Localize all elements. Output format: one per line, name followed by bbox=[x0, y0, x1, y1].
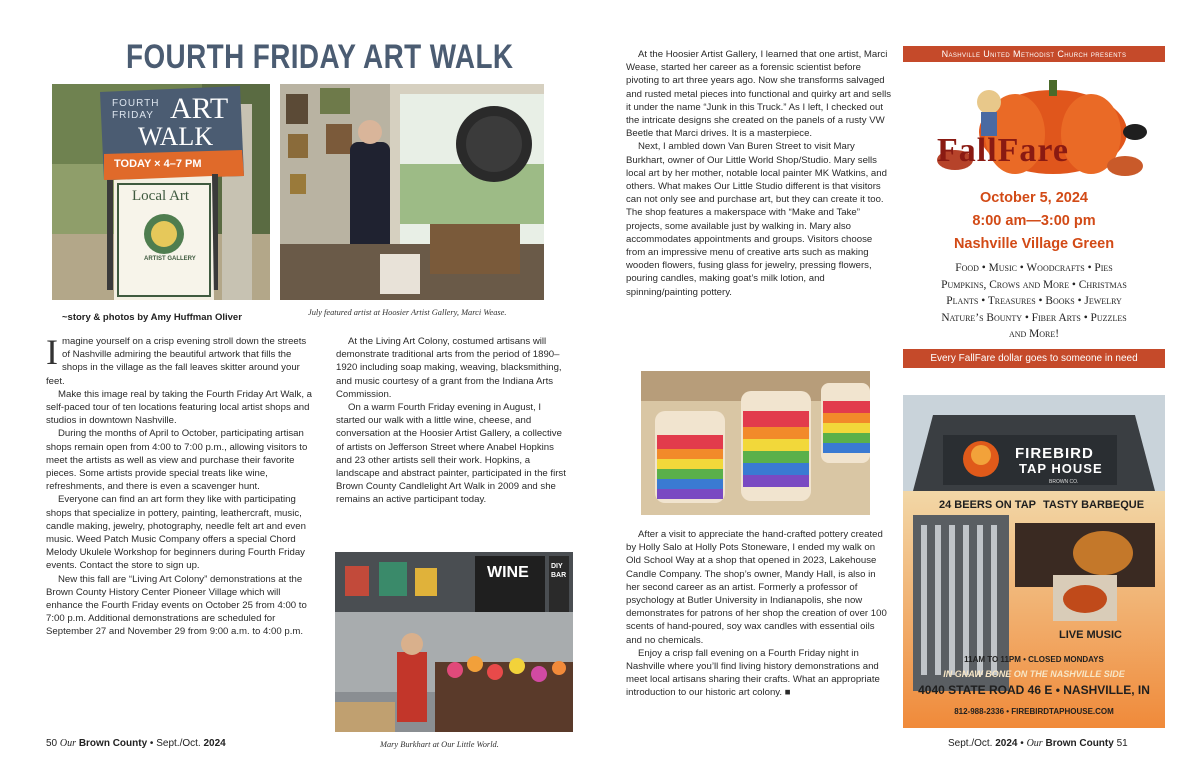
paragraph bbox=[46, 332, 316, 388]
firebird-ad[interactable] bbox=[903, 395, 1165, 728]
fallfare-logo-area bbox=[903, 62, 1165, 180]
fallfare-logo-text: FallFare bbox=[937, 132, 1069, 169]
column-3-top bbox=[626, 48, 892, 299]
page-number: 50 bbox=[46, 738, 58, 749]
fallfare-ad[interactable] bbox=[903, 46, 1165, 376]
year: 2024 bbox=[203, 738, 226, 749]
fallfare-time: 8:00 am—3:00 pm bbox=[972, 213, 1096, 229]
paragraph: On a warm Fourth Friday evening in August, I started our walk with a little wine, cheese, and conversation at the Hoosier Artist Gallery, a collective of artists on Jefferson Street where Anabel Hopkins and 23 other artists sell their work. Hopkins, a landscape and abstract painter, participated in the first Brown County Candlelight Art Walk in 2009 and she remains an active participant today. bbox=[336, 402, 566, 506]
shop-photo-illustration bbox=[335, 552, 573, 732]
our-wordmark: Our bbox=[59, 738, 77, 749]
sign-local-art: Local Art bbox=[132, 188, 190, 204]
paragraph: After a visit to appreciate the hand-crafted pottery created by Holly Salo at Holly Pots Stoneware, I ended my walk on Old School Way at a shop that opened in 2023, Lakehouse Candle Company. The shop’s owner, Mandy Hall, is also in her second career as an artist. Formerly a professor of psychology at Butler University in Indianapolis, she now demonstrates for patrons of her shop the creation of over 100 scents of hand-poured, soy wax candles with essential oils and no chemicals. bbox=[626, 529, 887, 646]
paragraph: Enjoy a crisp fall evening on a Fourth Friday night in Nashville where you’ll find living history demonstrations and meet local artisans sharing their crafts. What an appropriate introduction to our historic art colony. ■ bbox=[626, 647, 880, 699]
sign-art: ART bbox=[170, 92, 229, 125]
shop-caption: Mary Burkhart at Our Little World. bbox=[380, 740, 499, 749]
firebird-beers: 24 BEERS ON TAP bbox=[939, 499, 1036, 511]
firebird-address: 4040 STATE ROAD 46 E • NASHVILLE, IN bbox=[918, 683, 1150, 697]
gallery-caption: July featured artist at Hoosier Artist Gallery, Marci Wease. bbox=[308, 308, 507, 317]
magazine-name: Brown County bbox=[78, 738, 148, 749]
page-title: FOURTH FRIDAY ART WALK bbox=[126, 38, 514, 76]
firebird-contact[interactable]: 812-988-2336 • FIREBIRDTAPHOUSE.COM bbox=[954, 707, 1114, 716]
fallfare-banner: Every FallFare dollar goes to someone in need bbox=[903, 349, 1165, 368]
paragraph: Next, I ambled down Van Buren Street to visit Mary Burkhart, owner of Our Little World Shop/Studio. Mary sells local art by her mother, notable local painter MK Watkins, and others. What makes Our Little Studio different is that visitors can not only see and purchase art, but they can create it too. The shop features a makerspace with “Make and Take” projects, some available just by walking in. Mary also accommodates appointments and groups. Visitors choose from an impressive menu of creative arts such as making wooden flowers, fusing glass for jewelry, pressing flowers, pouring candles, making goat’s milk lotion, and spinning/painting pottery. bbox=[626, 141, 887, 298]
paragraph: At the Hoosier Artist Gallery, I learned that one artist, Marci Wease, started her career as a forensic scientist before pivoting to art three years ago. Now she transforms salvaged and rusted metal pieces into functional and quirky art and sells it under the name “Junk in this Truck.” As I left, I checked out the intricate designs she created on the panels of a rusty VW Beetle that Marci drives. It is a masterpiece. bbox=[626, 49, 892, 140]
issue: Sept./Oct. bbox=[156, 738, 201, 749]
column-2 bbox=[336, 335, 572, 507]
footer-left bbox=[46, 738, 226, 749]
firebird-hours: 11AM TO 11PM • CLOSED MONDAYS bbox=[964, 655, 1104, 664]
sign-friday: FRIDAY bbox=[112, 110, 154, 121]
fallfare-presenter: Nashville United Methodist Church presents bbox=[903, 46, 1165, 62]
gallery-photo-illustration bbox=[280, 84, 544, 300]
sign-walk: WALK bbox=[138, 122, 214, 151]
footer-right bbox=[948, 738, 1128, 749]
sign-photo bbox=[52, 84, 270, 300]
separator: • bbox=[1020, 738, 1024, 749]
paragraph: Make this image real by taking the Fourth Friday Art Walk, a self-paced tour of ten locations featuring local artist shops and studios in downtown Nashville. bbox=[46, 388, 312, 427]
candles-photo-illustration bbox=[641, 371, 870, 515]
fallfare-list-4: Nature’s Bounty • Fiber Arts • Puzzles bbox=[941, 311, 1127, 324]
fallfare-list-3: Plants • Treasures • Books • Jewelry bbox=[946, 295, 1122, 307]
diy-bar-sign: DIY BAR bbox=[551, 563, 567, 579]
sign-gallery: ARTIST GALLERY bbox=[144, 256, 196, 262]
fallfare-list-5: and More! bbox=[1008, 328, 1060, 340]
paragraph: At the Living Art Colony, costumed artisans will demonstrate traditional arts from the period of 1890–1920 including soap making, weaving, blacksmithing, and music courtesy of a grant from the Indiana Arts Commission. bbox=[336, 336, 562, 400]
firebird-live-music: LIVE MUSIC bbox=[1059, 629, 1122, 641]
paragraph: Everyone can find an art form they like with participating shops that specialize in pottery, painting, leathercraft, music, candle making, jewelry, photography, needle felt art and even music. Weed Patch Music Company offers a special Chord Melody Ukulele Workshop for beginners during Fourth Friday events. Contact the store to sign up. bbox=[46, 494, 306, 572]
column-3-bottom bbox=[626, 528, 892, 700]
magazine-name: Brown County bbox=[1045, 738, 1114, 749]
paragraph-text: magine yourself on a crisp evening stroll down the streets of Nashville admiring the beautiful artwork that fills the shops in the village as the fall leaves skitter around your feet. bbox=[46, 336, 307, 387]
firebird-bbq: TASTY BARBEQUE bbox=[1043, 499, 1145, 511]
candles-photo bbox=[641, 371, 870, 515]
page-number: 51 bbox=[1116, 738, 1128, 749]
byline: ~story & photos by Amy Huffman Oliver bbox=[62, 312, 242, 323]
paragraph: New this fall are “Living Art Colony” demonstrations at the Brown County History Center Pioneer Village which will enhance the Fourth Friday events on October 25 from 4:00 to 7:00 p.m. Additional demonstrations are scheduled for September 27 and November 29 from 9:00 a.m. to 4:00 p.m. bbox=[46, 573, 307, 638]
firebird-tagline: IN GNAW BONE ON THE NASHVILLE SIDE bbox=[943, 669, 1125, 679]
fallfare-date: October 5, 2024 bbox=[980, 190, 1088, 206]
gallery-photo bbox=[280, 84, 544, 300]
fallfare-list-1: Food • Music • Woodcrafts • Pies bbox=[955, 262, 1113, 274]
fallfare-place: Nashville Village Green bbox=[953, 236, 1115, 252]
column-1 bbox=[46, 332, 316, 639]
sign-time: TODAY × 4–7 PM bbox=[114, 158, 202, 170]
our-wordmark: Our bbox=[1026, 738, 1043, 749]
firebird-tap-house: TAP HOUSE bbox=[1019, 461, 1103, 476]
firebird-brown-co: BROWN CO. bbox=[1049, 479, 1079, 485]
year: 2024 bbox=[995, 738, 1018, 749]
sign-fourth: FOURTH bbox=[112, 98, 160, 109]
wine-sign: WINE bbox=[487, 564, 529, 581]
separator: • bbox=[149, 738, 154, 749]
issue: Sept./Oct. bbox=[948, 738, 993, 749]
firebird-name: FIREBIRD bbox=[1015, 445, 1094, 462]
fallfare-list-2: Pumpkins, Crows and More • Christmas bbox=[941, 278, 1127, 291]
dropcap: I bbox=[46, 332, 58, 372]
shop-photo bbox=[335, 552, 573, 732]
paragraph: During the months of April to October, participating artisan shops remain open from 4:00 to 7:00 p.m., allowing visitors to meet the artists as well as view and purchase their favorite pieces. Some artists provide special treats like wine, refreshments, and there is even a scavenger hunt. bbox=[46, 428, 308, 493]
